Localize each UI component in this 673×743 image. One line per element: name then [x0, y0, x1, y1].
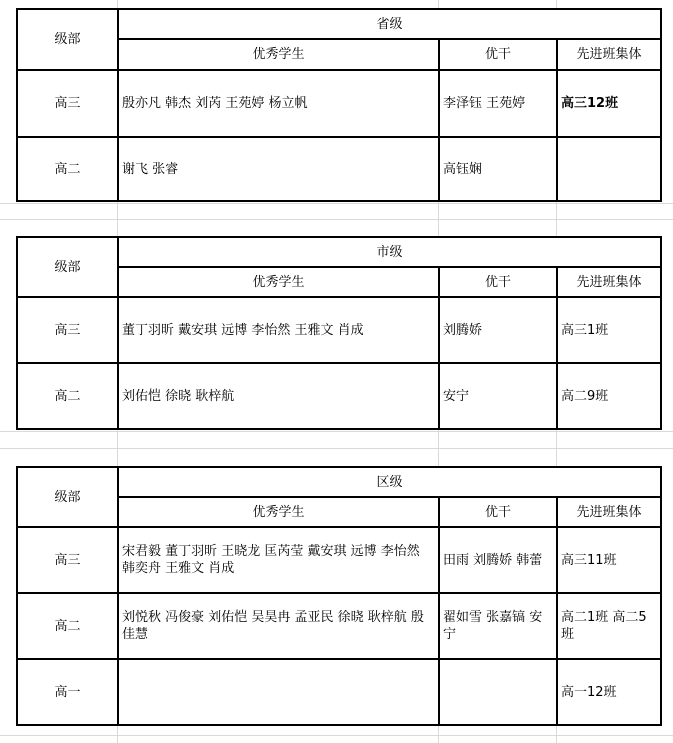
cadres-cell[interactable]: 翟如雪 张嘉镐 安宁 [439, 593, 557, 659]
award-table [16, 8, 662, 202]
students-header[interactable]: 优秀学生 [118, 39, 439, 70]
cadres-cell[interactable]: 田雨 刘腾娇 韩蕾 [439, 527, 557, 593]
cadres-cell[interactable]: 高钰娴 [439, 137, 557, 201]
classes-cell[interactable] [557, 137, 661, 201]
grade-header[interactable]: 级部 [17, 467, 118, 527]
grade-cell[interactable]: 高一 [17, 659, 118, 725]
grid-line [0, 219, 673, 220]
grade-cell[interactable]: 高二 [17, 363, 118, 429]
grid-line [0, 431, 673, 432]
grade-cell[interactable]: 高二 [17, 593, 118, 659]
classes-cell[interactable]: 高三11班 [557, 527, 661, 593]
section-provincial [16, 8, 660, 202]
cadres-header[interactable]: 优干 [439, 497, 557, 527]
section-district [16, 466, 660, 726]
grid-line [0, 203, 673, 204]
students-cell[interactable]: 宋君毅 董丁羽昕 王晓龙 匡芮莹 戴安琪 远博 李怡然 韩奕舟 王雅文 肖成 [118, 527, 439, 593]
level-header[interactable]: 区级 [118, 467, 661, 497]
classes-header[interactable]: 先进班集体 [557, 497, 661, 527]
classes-header[interactable]: 先进班集体 [557, 267, 661, 297]
classes-cell[interactable]: 高二1班 高二5班 [557, 593, 661, 659]
students-cell[interactable]: 刘悦秋 冯俊豪 刘佑恺 吴昊冉 孟亚民 徐晓 耿梓航 殷佳慧 [118, 593, 439, 659]
cadres-header[interactable]: 优干 [439, 267, 557, 297]
award-table [16, 466, 662, 726]
classes-header[interactable]: 先进班集体 [557, 39, 661, 70]
grid-line [0, 448, 673, 449]
cadres-cell[interactable] [439, 659, 557, 725]
cadres-header[interactable]: 优干 [439, 39, 557, 70]
students-cell[interactable]: 谢飞 张睿 [118, 137, 439, 201]
students-cell[interactable]: 刘佑恺 徐晓 耿梓航 [118, 363, 439, 429]
grade-cell[interactable]: 高三 [17, 70, 118, 137]
grade-cell[interactable]: 高三 [17, 297, 118, 363]
classes-cell[interactable]: 高三1班 [557, 297, 661, 363]
classes-cell[interactable]: 高三12班 [557, 70, 661, 137]
grade-cell[interactable]: 高二 [17, 137, 118, 201]
classes-cell[interactable]: 高二9班 [557, 363, 661, 429]
students-cell[interactable]: 董丁羽昕 戴安琪 远博 李怡然 王雅文 肖成 [118, 297, 439, 363]
grade-cell[interactable]: 高三 [17, 527, 118, 593]
cadres-cell[interactable]: 李泽钰 王苑婷 [439, 70, 557, 137]
students-header[interactable]: 优秀学生 [118, 267, 439, 297]
section-city [16, 236, 660, 430]
award-table [16, 236, 662, 430]
classes-cell[interactable]: 高一12班 [557, 659, 661, 725]
grid-line [0, 735, 673, 736]
cadres-cell[interactable]: 安宁 [439, 363, 557, 429]
students-cell[interactable]: 殷亦凡 韩杰 刘芮 王苑婷 杨立帆 [118, 70, 439, 137]
students-header[interactable]: 优秀学生 [118, 497, 439, 527]
students-cell[interactable] [118, 659, 439, 725]
level-header[interactable]: 市级 [118, 237, 661, 267]
level-header[interactable]: 省级 [118, 9, 661, 39]
grade-header[interactable]: 级部 [17, 237, 118, 297]
cadres-cell[interactable]: 刘腾娇 [439, 297, 557, 363]
grade-header[interactable]: 级部 [17, 9, 118, 70]
